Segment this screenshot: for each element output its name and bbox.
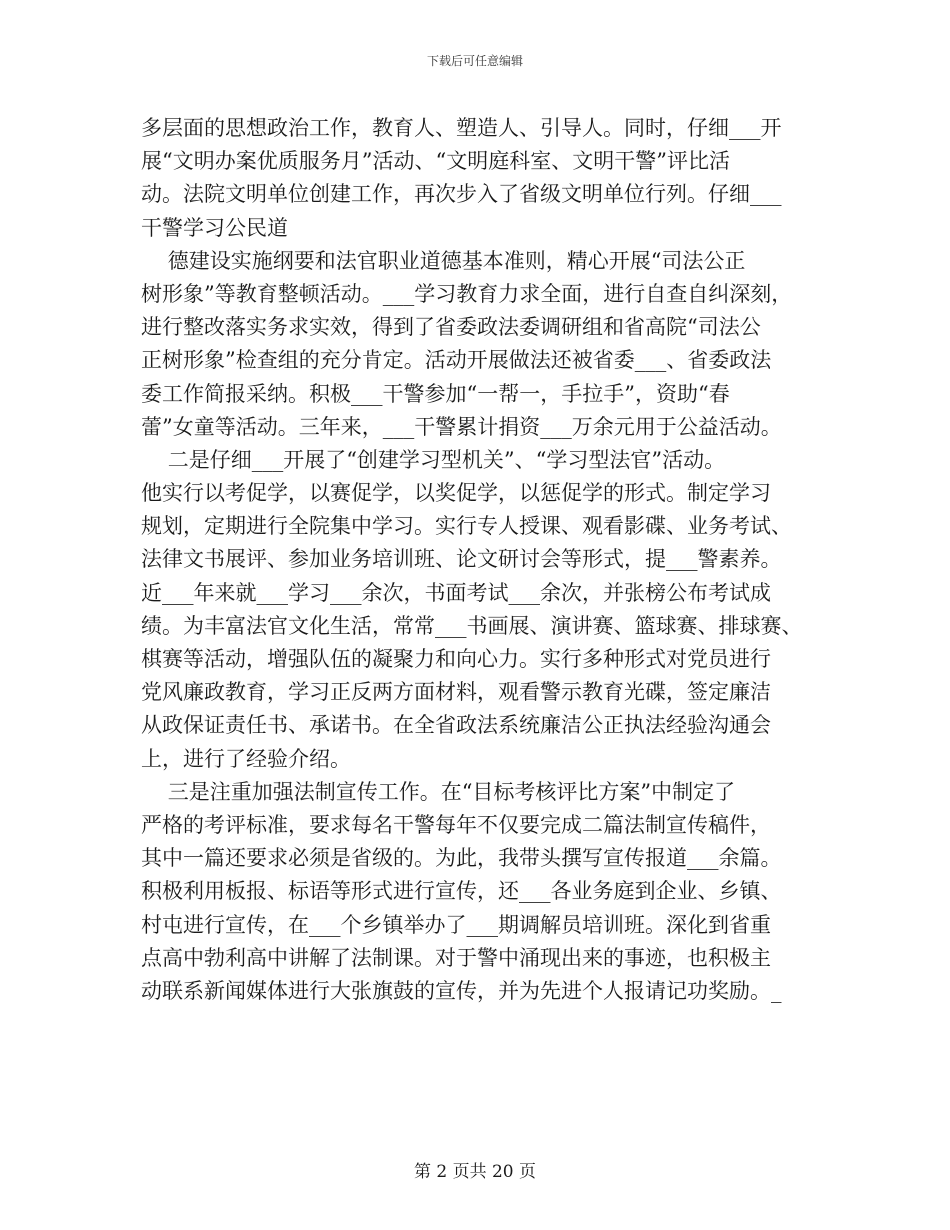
text-line: 近___年来就___学习___余次，书面考试___余次，并张榜公布考试成: [141, 580, 771, 605]
text-line: 上，进行了经验介绍。: [141, 746, 351, 771]
text-line: 党风廉政教育，学习正反两方面材料，观看警示教育光碟，签定廉洁: [141, 680, 771, 705]
text-line: 绩。为丰富法官文化生活，常常___书画展、演讲赛、篮球赛、排球赛、: [141, 613, 803, 638]
text-line: 蕾”女童等活动。三年来，___干警累计捐资___万余元用于公益活动。: [141, 414, 782, 439]
text-line: 积极利用板报、标语等形式进行宣传，还___各业务庭到企业、乡镇、: [141, 879, 782, 904]
text-line: 树形象”等教育整顿活动。___学习教育力求全面，进行自查自纠深刻，: [141, 281, 793, 306]
text-line: 从政保证责任书、承诺书。在全省政法系统廉洁公正执法经验沟通会: [141, 713, 771, 738]
page-header: 下载后可任意编辑: [426, 54, 523, 68]
text-line: 德建设实施纲要和法官职业道德基本准则，精心开展“司法公正: [141, 248, 746, 273]
text-line: 其中一篇还要求必须是省级的。为此，我带头撰写宣传报道___余篇。: [141, 846, 782, 871]
text-line: 村屯进行宣传，在___个乡镇举办了___期调解员培训班。深化到省重: [141, 912, 771, 937]
text-line: 他实行以考促学，以赛促学，以奖促学，以惩促学的形式。制定学习: [141, 481, 771, 506]
text-line: 正树形象”检查组的充分肯定。活动开展做法还被省委___、省委政法: [141, 348, 772, 373]
text-line: 法律文书展评、参加业务培训班、论文研讨会等形式，提___警素养。: [141, 547, 782, 572]
text-line: 棋赛等活动，增强队伍的凝聚力和向心力。实行多种形式对党员进行: [141, 647, 771, 671]
text-line: 规划，定期进行全院集中学习。实行专人授课、观看影碟、业务考试、: [141, 514, 792, 539]
text-line: 动。法院文明单位创建工作，再次步入了省级文明单位行列。仔细___: [141, 182, 782, 207]
text-line: 干警学习公民道: [141, 215, 288, 240]
text-line: 点高中勃利高中讲解了法制课。对于警中涌现出来的事迹，也积极主: [141, 945, 771, 970]
text-line: 展“文明办案优质服务月”活动、“文明庭科室、文明干警”评比活: [141, 149, 730, 174]
text-line: 严格的考评标准，要求每名干警每年不仅要完成二篇法制宣传稿件，: [141, 812, 771, 837]
page-footer: 第 2 页共 20 页: [413, 1162, 537, 1182]
text-line: 三是注重加强法制宣传工作。在“目标考核评比方案”中制定了: [141, 779, 736, 804]
text-line: 进行整改落实务求实效，得到了省委政法委调研组和省高院“司法公: [141, 315, 761, 340]
document-body: [141, 112, 811, 1008]
text-line: 委工作简报采纳。积极___干警参加“一帮一，手拉手”，资助“春: [141, 381, 730, 406]
text-line: 二是仔细___开展了“创建学习型机关”、“学习型法官”活动。: [141, 447, 726, 472]
text-line: 动联系新闻媒体进行大张旗鼓的宣传，并为先进个人报请记功奖励。_: [141, 978, 782, 1003]
text-line: 多层面的思想政治工作，教育人、塑造人、引导人。同时，仔细___开: [141, 116, 782, 140]
